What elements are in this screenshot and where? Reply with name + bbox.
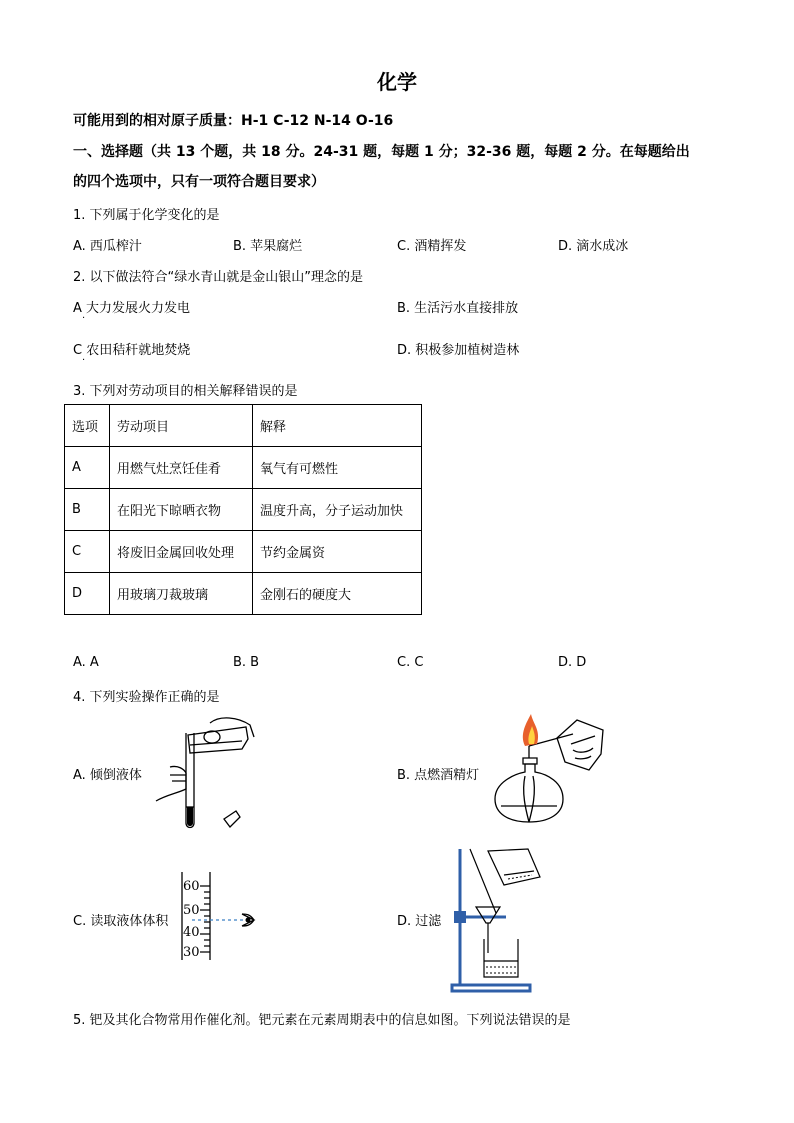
table-cell: 氧气有可燃性	[253, 447, 422, 489]
question-3-option-b: B. B	[233, 655, 260, 670]
table-cell: 金刚石的硬度大	[253, 573, 422, 615]
relative-atomic-masses: 可能用到的相对原子质量：H-1 C-12 N-14 O-16	[73, 113, 394, 129]
question-4-option-a: A. 倾倒液体	[73, 768, 142, 783]
cylinder-tick-label: 50	[183, 903, 200, 918]
question-2-option-c: C 农田秸秆就地焚烧	[73, 343, 191, 358]
pouring-liquid-illustration	[150, 715, 260, 830]
graduated-cylinder-illustration	[170, 868, 270, 968]
option-dot-mark: ·	[82, 355, 86, 366]
question-3-option-c: C. C	[397, 655, 424, 670]
question-3-stem: 3. 下列对劳动项目的相关解释错误的是	[73, 384, 298, 399]
question-1-stem: 1. 下列属于化学变化的是	[73, 208, 220, 223]
question-2-option-b: B. 生活污水直接排放	[397, 301, 519, 316]
question-2-option-a: A 大力发展火力发电	[73, 301, 191, 316]
table-cell: 将废旧金属回收处理	[110, 531, 253, 573]
question-4-stem: 4. 下列实验操作正确的是	[73, 690, 220, 705]
question-3-option-a: A. A	[73, 655, 99, 670]
table-cell: 用玻璃刀裁玻璃	[110, 573, 253, 615]
table-header-cell: 劳动项目	[110, 405, 253, 447]
question-2-stem: 2. 以下做法符合“绿水青山就是金山银山”理念的是	[73, 270, 364, 285]
table-cell: 温度升高，分子运动加快	[253, 489, 422, 531]
cylinder-tick-label: 40	[183, 925, 200, 940]
option-dot-mark: ·	[82, 313, 86, 324]
table-header-row	[65, 405, 422, 447]
table-cell: 在阳光下晾晒衣物	[110, 489, 253, 531]
question-1-option-b: B. 苹果腐烂	[233, 239, 303, 254]
filtration-illustration	[448, 845, 548, 995]
question-1-option-d: D. 滴水成冰	[558, 239, 629, 254]
table-header-cell: 解释	[253, 405, 422, 447]
table-cell: A	[65, 447, 110, 489]
question-2-option-d: D. 积极参加植树造林	[397, 343, 520, 358]
question-4-option-d: D. 过滤	[397, 914, 442, 929]
table-cell: 用燃气灶烹饪佳肴	[110, 447, 253, 489]
lighting-alcohol-lamp-illustration	[485, 714, 610, 829]
question-5-stem: 5. 钯及其化合物常用作催化剂。钯元素在元素周期表中的信息如图。下列说法错误的是	[73, 1013, 571, 1028]
table-cell: C	[65, 531, 110, 573]
table-row	[65, 531, 422, 573]
table-row	[65, 447, 422, 489]
cylinder-tick-label: 60	[183, 879, 200, 894]
question-3-option-d: D. D	[558, 655, 587, 670]
section-heading-line-1: 一、选择题（共 13 个题，共 18 分。24-31 题，每题 1 分；32-36 题，每题 2 分。在每题给出	[73, 144, 690, 160]
table-row	[65, 489, 422, 531]
question-4-option-c: C. 读取液体体积	[73, 914, 169, 929]
table-cell: 节约金属资	[253, 531, 422, 573]
table-row	[65, 573, 422, 615]
table-cell: B	[65, 489, 110, 531]
question-1-option-a: A. 西瓜榨汁	[73, 239, 142, 254]
table-cell: D	[65, 573, 110, 615]
table-header-cell: 选项	[65, 405, 110, 447]
question-1-option-c: C. 酒精挥发	[397, 239, 467, 254]
question-3-table	[64, 404, 422, 615]
section-heading-line-2: 的四个选项中，只有一项符合题目要求）	[73, 174, 325, 190]
cylinder-tick-label: 30	[183, 945, 200, 960]
page-title: 化学	[377, 70, 417, 94]
question-4-option-b: B. 点燃酒精灯	[397, 768, 480, 783]
